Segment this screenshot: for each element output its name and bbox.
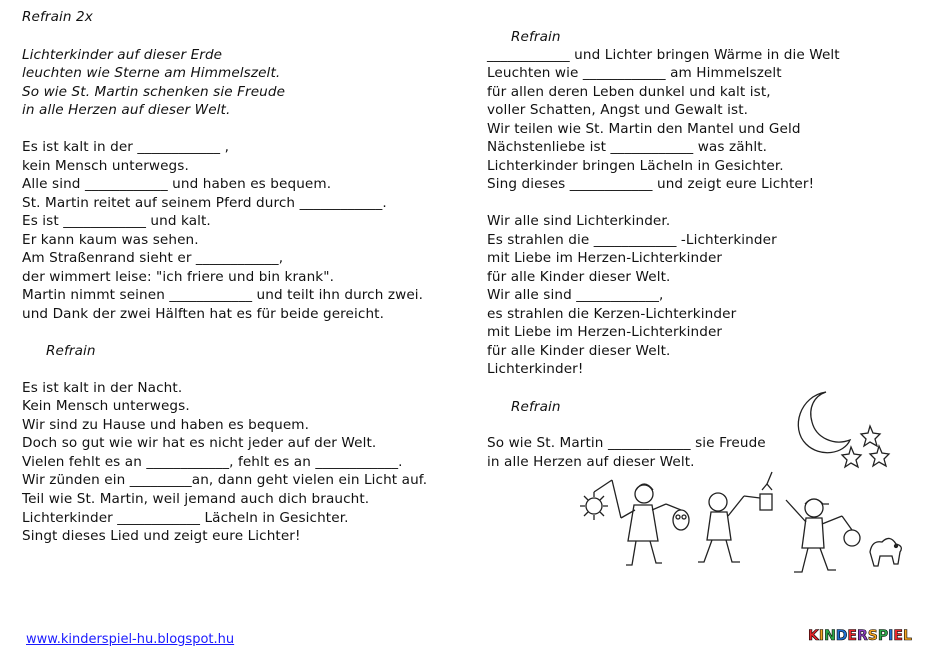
refrain-label: Refrain xyxy=(46,343,96,359)
chorus-line: Lichterkinder! xyxy=(487,361,584,377)
verse-line: Alle sind ____________ und haben es bequem. xyxy=(22,176,332,192)
chorus-line: So wie St. Martin schenken sie Freude xyxy=(22,84,286,100)
chorus-line: in alle Herzen auf dieser Welt. xyxy=(22,102,231,118)
chorus-line: mit Liebe im Herzen-Lichterkinder xyxy=(487,324,723,340)
verse-line: für allen deren Leben dunkel und kalt ist, xyxy=(487,84,771,100)
chorus-line: Lichterkinder auf dieser Erde xyxy=(22,47,223,63)
logo-letter: D xyxy=(835,628,848,644)
verse-line: ____________ und Lichter bringen Wärme in die Welt xyxy=(487,47,840,63)
logo-letter: I xyxy=(818,628,825,644)
logo-letter: S xyxy=(867,628,878,644)
logo-letter: E xyxy=(893,628,903,644)
star-icon xyxy=(861,426,880,446)
verse-line: So wie St. Martin ____________ sie Freude xyxy=(487,435,766,451)
logo-letter: L xyxy=(902,628,912,644)
verse-line: Doch so gut wie wir hat es nicht jeder auf der Welt. xyxy=(22,435,377,451)
verse-line: St. Martin reitet auf seinem Pferd durch ____________. xyxy=(22,195,387,211)
chorus-line: für alle Kinder dieser Welt. xyxy=(487,343,671,359)
verse-line: Wir teilen wie St. Martin den Mantel und Geld xyxy=(487,121,801,137)
verse-line: Singt dieses Lied und zeigt eure Lichter! xyxy=(22,528,301,544)
refrain-label: Refrain xyxy=(511,399,561,415)
chorus-line: mit Liebe im Herzen-Lichterkinder xyxy=(487,250,723,266)
chorus-line: Wir alle sind ____________, xyxy=(487,287,664,303)
verse-line: der wimmert leise: "ich friere und bin krank". xyxy=(22,269,335,285)
verse-line: kein Mensch unterwegs. xyxy=(22,158,189,174)
verse-line: Es ist kalt in der ____________ , xyxy=(22,139,230,155)
verse-line: Wir zünden ein _________an, dann geht vielen ein Licht auf. xyxy=(22,472,428,488)
verse-line: und Dank der zwei Hälften hat es für beide gereicht. xyxy=(22,306,385,322)
star-icon xyxy=(842,447,861,467)
logo-letter: P xyxy=(877,628,889,644)
verse-line: Kein Mensch unterwegs. xyxy=(22,398,190,414)
chorus-line: Es strahlen die ____________ -Lichterkinder xyxy=(487,232,777,248)
logo-letter: I xyxy=(888,628,894,644)
dog-figure xyxy=(870,538,901,566)
child-figure-boy-cap xyxy=(786,499,842,572)
verse-line: Martin nimmt seinen ____________ und teilt ihn durch zwei. xyxy=(22,287,424,303)
logo-letter: E xyxy=(847,628,857,644)
verse-line: in alle Herzen auf dieser Welt. xyxy=(487,454,695,470)
logo-letter: N xyxy=(824,628,836,644)
logo-letter: R xyxy=(857,628,868,644)
chorus-line: es strahlen die Kerzen-Lichterkinder xyxy=(487,306,737,322)
verse-line: Es ist ____________ und kalt. xyxy=(22,213,211,229)
verse-line: Vielen fehlt es an ____________, fehlt es an ____________. xyxy=(22,454,403,470)
owl-lantern-icon xyxy=(666,504,689,530)
verse-line: Nächstenliebe ist ____________ was zählt. xyxy=(487,139,768,155)
child-figure-boy xyxy=(698,493,760,562)
verse-line: Am Straßenrand sieht er ____________, xyxy=(22,250,284,266)
moon-icon xyxy=(798,392,850,453)
verse-line: voller Schatten, Angst und Gewalt ist. xyxy=(487,102,749,118)
chorus-line: leuchten wie Sterne am Himmelszelt. xyxy=(22,65,281,81)
chorus-line: Wir alle sind Lichterkinder. xyxy=(487,213,671,229)
verse-line: Leuchten wie ____________ am Himmelszelt xyxy=(487,65,782,81)
refrain-label: Refrain xyxy=(511,29,561,45)
round-lantern-icon xyxy=(842,516,860,546)
box-lantern-icon xyxy=(760,472,772,510)
refrain-2x-label: Refrain 2x xyxy=(22,9,93,25)
verse-line: Lichterkinder ____________ Lächeln in Gesichter. xyxy=(22,510,349,526)
logo-letter: K xyxy=(808,628,819,644)
kinderspiel-logo xyxy=(808,628,912,644)
star-icon xyxy=(870,446,889,466)
blog-url-link[interactable]: www.kinderspiel-hu.blogspot.hu xyxy=(26,632,235,647)
sun-lantern-icon xyxy=(580,480,612,520)
verse-line: Wir sind zu Hause und haben es bequem. xyxy=(22,417,310,433)
verse-line: Er kann kaum was sehen. xyxy=(22,232,199,248)
verse-line: Lichterkinder bringen Lächeln in Gesichter. xyxy=(487,158,784,174)
verse-line: Sing dieses ____________ und zeigt eure Lichter! xyxy=(487,176,815,192)
child-figure-girl xyxy=(612,480,666,565)
verse-line: Es ist kalt in der Nacht. xyxy=(22,380,183,396)
verse-line: Teil wie St. Martin, weil jemand auch dich braucht. xyxy=(22,491,370,507)
chorus-line: für alle Kinder dieser Welt. xyxy=(487,269,671,285)
